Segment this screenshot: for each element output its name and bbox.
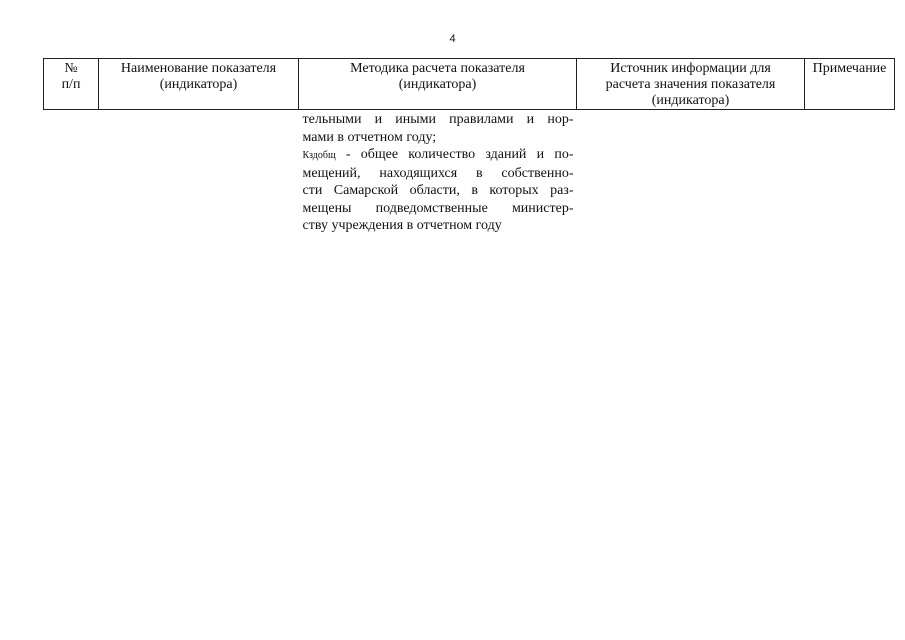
method-line: ству учреждения в отчетном году [302,218,502,233]
header-method-line2: (индикатора) [398,77,477,92]
cell-name [99,110,299,235]
formula-symbol: Кздобщ [302,150,336,161]
header-source-line1: Источник информации для [610,61,771,76]
indicator-table [43,58,895,235]
header-num-line2: п/п [61,77,81,92]
page-number: 4 [449,33,456,45]
header-num-line1: № [64,61,78,76]
header-num [44,59,99,110]
cell-num [44,110,99,235]
header-note-label: Примечание [812,61,887,76]
method-line: мещены подведомственные министер- [302,200,574,216]
header-note [805,59,895,110]
header-method-line1: Методика расчета показателя [350,61,525,76]
table-row [44,110,895,235]
header-name [99,59,299,110]
table-header-row [44,59,895,110]
method-line [303,146,574,165]
method-line: сти Самарской области, в которых раз- [302,183,574,198]
header-name-line1: Наименование показателя [120,61,277,76]
header-source-line3: (индикатора) [651,93,730,108]
method-line-rest: - общее количество зданий и по- [335,147,574,162]
cell-source [577,110,805,235]
cell-method [299,110,577,235]
method-line: мами в отчетном году; [302,129,437,145]
cell-note [805,110,895,235]
header-name-line2: (индикатора) [159,77,238,92]
method-line: мещений, находящихся в собственно- [302,165,574,181]
header-method [299,59,577,110]
method-line: тельными и иными правилами и нор- [302,112,574,127]
header-source [577,59,805,110]
header-source-line2: расчета значения показателя [605,77,776,92]
